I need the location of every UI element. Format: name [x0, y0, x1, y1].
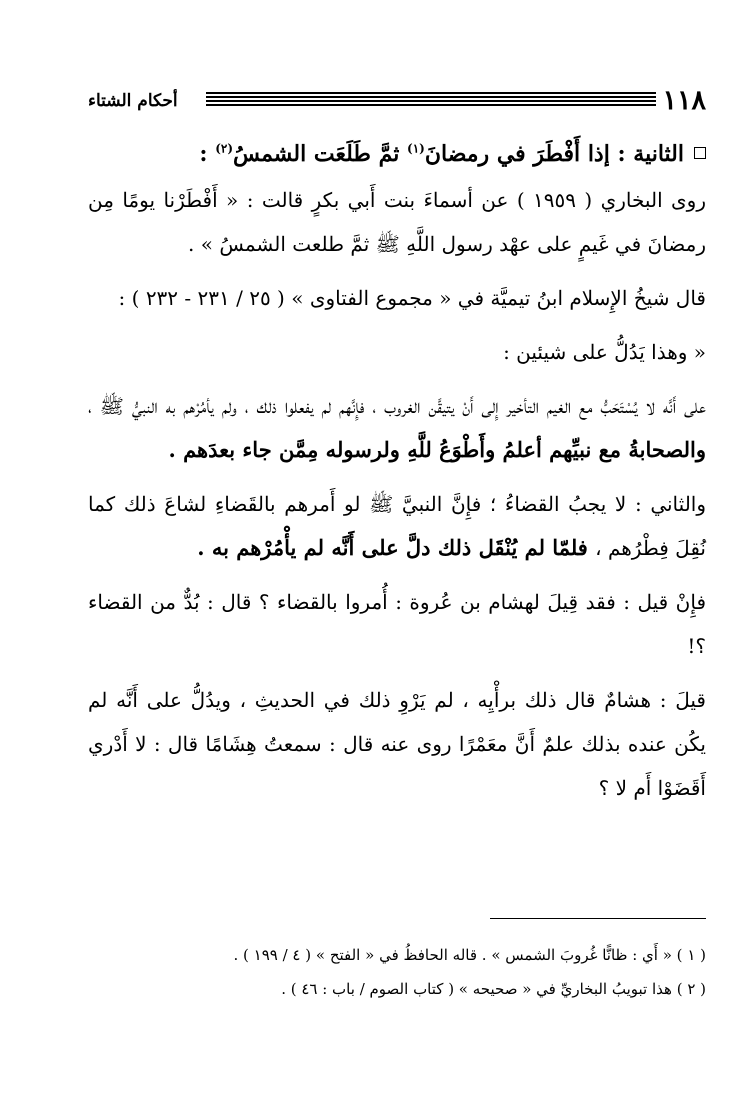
paragraph-text: « وهذا يَدُلُّ على شيئين :	[503, 340, 706, 364]
square-bullet-icon	[694, 147, 706, 159]
paragraph-4	[88, 384, 706, 472]
footnote-ref-2: (٢)	[215, 141, 234, 156]
section-heading	[88, 132, 706, 176]
heading-suffix: :	[199, 141, 216, 167]
book-title: أحكام الشتاء	[88, 91, 178, 111]
paragraph-3	[88, 330, 706, 374]
paragraph-emphasis: والصحابةُ مع نبيِّهم أعلمُ وأَطْوَعُ للَّهِ ولرسوله مِمَّن جاء بعدَهم .	[168, 437, 706, 462]
paragraph-text: فإِنْ قيل : فقد قِيلَ لهشام بن عُروة : أُمروا بالقضاء ؟ قال : بُدٌّ من القضاء ؟!	[88, 590, 706, 658]
paragraph-emphasis: فلمّا لم يُنْقَل ذلك دلَّ على أَنَّه لم يأْمُرْهم به .	[197, 535, 596, 560]
heading-prefix: الثانية :	[609, 141, 684, 167]
page-header	[88, 84, 706, 118]
footnotes	[88, 938, 706, 1006]
footnote-2: ( ٢ ) هذا تبويبُ البخاريِّ في « صحيحه » ( كتاب الصوم / باب : ٤٦ ) .	[281, 980, 706, 998]
paragraph-7	[88, 678, 706, 810]
paragraph-text: والثاني : لا يجبُ القضاءُ ؛ فإِنَّ النبيَّ ﷺ لو أَمرهم بالقَضاءِ لشاعَ ذلك كما نُقِلَ فِطْرُهم ،	[88, 492, 706, 560]
heading-part1: إذا أَفْطَرَ في رمضانَ	[424, 141, 610, 167]
paragraph-text: على أَنَّه لا يُسْتَحَبُّ مع الغيم التأخير إِلى أَنْ يتيقَّن الغروب ، فإِنَّهم لم يفعلوا ذلك ، ولم يأمُرْهم به النبيُّ ﷺ ،	[88, 394, 706, 418]
footnote-ref-1: (١)	[407, 141, 425, 156]
footnote-1: ( ١ ) « أَي : ظانًّا غُروبَ الشمس » . قاله الحافظُ في « الفتح » ( ٤ / ١٩٩ ) .	[233, 946, 706, 964]
header-rule	[206, 92, 656, 108]
page-number: ١١٨	[662, 85, 706, 116]
paragraph-text: قيلَ : هشامٌ قال ذلك برأْيِه ، لم يَرْوِ ذلك في الحديثِ ، ويدُلُّ على أَنَّه لم يكُن عنده بذلك علمٌ أَنَّ معَمْرًا روى عنه قال : سمعتُ هِشَامًا قال : لا أَدْري أَقَضَوْا أَم لا ؟	[88, 688, 706, 800]
page-body	[88, 132, 706, 820]
paragraph-1	[88, 178, 706, 266]
heading-part2: ثمَّ طَلَعَت الشمسُ	[233, 141, 407, 167]
paragraph-6	[88, 580, 706, 668]
paragraph-text: روى البخاري ( ١٩٥٩ ) عن أسماءَ بنت أَبي بكرٍ قالت : « أَفْطَرْنا يومًا مِن رمضانَ في غَيمٍ على عهْد رسول اللَّهِ ﷺ ثمَّ طلعت الشمسُ » .	[88, 188, 706, 256]
footnote-divider	[490, 918, 706, 919]
paragraph-2	[88, 276, 706, 320]
paragraph-text: قال شيخُ الإِسلام ابنُ تيميَّة في « مجموع الفتاوى » ( ٢٥ / ٢٣١ - ٢٣٢ ) :	[118, 286, 706, 310]
paragraph-5	[88, 482, 706, 570]
